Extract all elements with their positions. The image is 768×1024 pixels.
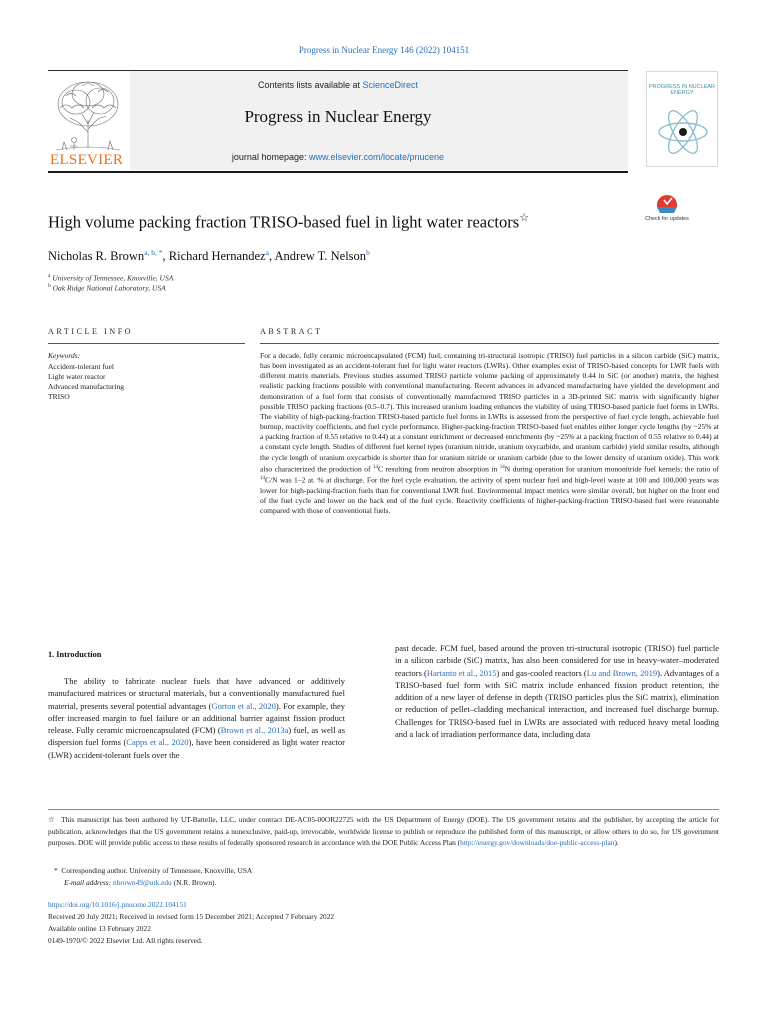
footnote-marker: * [54, 866, 58, 875]
abstract-text: For a decade, fully ceramic microencapsulated (FCM) fuel, containing tri-structural isotropic (TRISO) fuel particles in a silicon carbide (SiC) matrix, has been investigated as an accident-tolerant fuel for light water reactors (LWRs). Other examples exist of TRISO-based concepts for LWR fuels with different matrix materials. Previous studies assumed TRISO particle volume packing of approximately 0.44 in SiC (or another) matrix, the highest realistic packing fractions possible with conventional manufacturing. Recent advances in advanced manufacturing have yielded the development and demonstration of a fuel form that consists of conventionally manufactured TRISO particles in a 3D-printed SiC matrix with significantly higher possible TRISO packing fractions (0.5–0.7). This increased uranium loading enhances the viability of using TRISO-based particle fuel forms in LWRs. The viability of high-packing-fraction TRISO-based particle fuel forms in LWRs is assessed from the perspective of fuel cycle length, achievable fuel burnup, reactivity coefficients, and fuel cycle performance. Higher-packing-fraction TRISO-based fuel enables either longer cycle lengths (by ~25% at a packing fraction of 0.55 relative to 0.44) at a constant enrichment or decreased enrichments (by ~25% at a packing fraction of 0.55 relative to 0.44) at a constant cycle length. Studies of different fuel kernel types (uranium nitride, uranium oxycarbide, and uranium carbide) yield similar results, although the cycle length of uranium oxycarbide is shorter than for uranium nitride or uranium carbide (due to the lower density of uranium oxide). This work also characterized the production of [260, 351, 719, 474]
affil-text: University of Tennessee, Knoxville, USA [52, 273, 174, 283]
author-list: Nicholas R. Brown$^{a, b, *}$, Richard Hernandez$^a$, Andrew T. Nelson$^b$ [48, 248, 370, 264]
doe-access-plan-link[interactable]: http://energy.gov/downloads/doe-public-access-plan [460, 838, 615, 848]
funding-footnote [48, 814, 719, 849]
author-affil-marker[interactable]: a [265, 248, 269, 257]
affil-text: Oak Ridge National Laboratory, USA [52, 283, 166, 293]
section-heading-introduction: 1. Introduction [48, 650, 102, 659]
citation-link[interactable]: Lu and Brown, 2019 [586, 667, 658, 678]
email-link[interactable]: nbrown49@utk.edu [113, 878, 172, 887]
check-for-updates-icon[interactable] [645, 193, 689, 229]
cover-title: PROGRESS IN NUCLEAR ENERGY [648, 84, 715, 96]
footnote-text: ). [614, 838, 619, 848]
journal-homepage-link[interactable]: www.elsevier.com/locate/pnucene [308, 152, 445, 162]
journal-cover-thumbnail[interactable] [646, 71, 718, 167]
isotope-mass: 14 [260, 476, 265, 482]
citation-link[interactable]: Gorton et al., 2020 [211, 700, 276, 711]
email-label: E-mail address: [64, 878, 112, 887]
isotope-mass: 14 [499, 464, 505, 470]
title-footnote-marker[interactable]: ☆ [519, 212, 530, 224]
affil-marker: a [48, 273, 51, 279]
abstract-rule [260, 343, 719, 344]
intro-column-left [48, 675, 345, 761]
affil-marker: b [48, 283, 51, 289]
body-text: ) fuel, as well as dispersion fuel forms ( [48, 725, 346, 748]
body-text: ). Advantages of a TRISO-based fuel form with SiC matrix include enhanced fission product retention, the addition of a new layer of defense in depth (TRISO particles plus the SiC matrix), elimination or reduction of pellet–cladding mechanical interaction, and increased fuel discharge burnup. Challenges for TRISO-based fuel in LWRs are associated with reduced heavy metal loading and a lack of irradiation performance data, including data [395, 667, 720, 740]
affiliation-b [48, 283, 166, 293]
email-name: (N.R. Brown). [173, 878, 217, 887]
contents-line [48, 80, 628, 90]
footnote-text: This manuscript has been authored by UT-Battelle, LLC, under contract DE-AC05-00OR22725 with the US Department of Energy (DOE). The US government retains and the publisher, by accepting the article for publication, acknowledges that the US government retains a nonexclusive, paid-up, irrevocable, worldwide license to publish or reproduce the published form of this manuscript, or allow others to do so, for US government purposes. DOE will provide public access to these results of federally sponsored research in accordance with the DOE Public Access Plan ( [48, 815, 719, 848]
keyword-item: Light water reactor [48, 372, 106, 381]
abstract-text: C/N was 1–2 at. % at discharge. For the fuel cycle evaluation, the activity of spent nuclear fuel and high-level waste at 100 and 100,000 years was lower for high-packing-fraction fuels than for conventional LWR fuel. Environmental impact metrics were similar overall, but higher on the front end of the fuel cycle and lower on the back end of the fuel cycle. Reactivity coefficients of higher-packing-fraction TRISO-based fuel were reasonable compared with those of conventional fuels. [260, 475, 719, 516]
author-affil-marker[interactable]: a, b, * [144, 248, 163, 257]
author-name[interactable]: Andrew T. Nelson [274, 249, 367, 264]
abstract-body [260, 351, 719, 517]
body-text: ), have been considered as light water reactor (LWR) accident-tolerant fuels over the [48, 737, 345, 760]
keywords-list [48, 362, 124, 402]
atom-icon [647, 72, 719, 168]
elsevier-wordmark[interactable]: ELSEVIER [50, 152, 124, 168]
homepage-prefix: journal homepage: [231, 152, 309, 162]
received-history: Received 20 July 2021; Received in revised form 15 December 2021; Accepted 7 February 2022 [48, 912, 335, 921]
footnote-marker: ☆ [48, 815, 56, 824]
keyword-item: Accident-tolerant fuel [48, 362, 115, 371]
body-text: past decade. FCM fuel, based around the proven tri-structural isotropic (TRISO) fuel particle in a silicon carbide (SiC) matrix, has also been considered for use in heavy-water–moderated reactors ( [395, 643, 719, 678]
intro-column-right [395, 642, 719, 740]
citation-link[interactable]: Hartanto et al., 2015 [426, 667, 497, 678]
keyword-item: TRISO [48, 392, 70, 401]
available-online: Available online 13 February 2022 [48, 924, 151, 933]
isotope-mass: 14 [372, 464, 378, 470]
citation-link[interactable]: Capps et al., 2020 [126, 737, 189, 748]
abstract-heading: ABSTRACT [260, 327, 323, 336]
article-info-heading: ARTICLE INFO [48, 327, 134, 336]
author-name[interactable]: Nicholas R. Brown [48, 249, 145, 264]
keyword-item: Advanced manufacturing [48, 382, 125, 391]
author-affil-marker[interactable]: b [366, 248, 370, 257]
doi-link[interactable]: https://doi.org/10.1016/j.pnucene.2022.104151 [48, 900, 187, 909]
article-info-rule [48, 343, 245, 344]
email-note [64, 878, 216, 887]
journal-citation-header[interactable]: Progress in Nuclear Energy 146 (2022) 104151 [298, 45, 470, 55]
journal-name[interactable]: Progress in Nuclear Energy [244, 107, 432, 126]
abstract-text: C resulting from neutron absorption in [377, 464, 500, 474]
footnote-rule [48, 809, 719, 810]
affiliation-a [48, 273, 173, 283]
article-title-text: High volume packing fraction TRISO-based fuel in light water reactors [48, 212, 520, 232]
author-name[interactable]: Richard Hernandez [168, 249, 266, 264]
sciencedirect-link[interactable]: ScienceDirect [362, 80, 419, 90]
body-text: ) and gas-cooled reactors ( [496, 667, 587, 678]
article-title [48, 211, 529, 233]
contents-prefix: Contents lists available at [257, 80, 363, 90]
footnote-text: Corresponding author. University of Tennessee, Knoxville, USA [61, 866, 253, 875]
body-text: The ability to fabricate nuclear fuels that have advanced or additively manufactured matrices or structural materials, but a conventionally manufactured fuel material, presents several potential advantages ( [48, 676, 345, 711]
body-text: ). For example, they offer increased margin to fuel failure or an additional barrier against fission product release. Fully ceramic microencapsulated (FCM) ( [48, 700, 345, 736]
abstract-text: N during operation for uranium mononitride fuel kernels; the ratio of [504, 464, 720, 474]
citation-link[interactable]: Brown et al., 2013a [220, 725, 289, 736]
journal-masthead [48, 70, 628, 173]
corresponding-author-note [54, 866, 252, 875]
crossmark-label: Check for updates [645, 216, 689, 222]
keywords-label: Keywords: [48, 351, 81, 360]
copyright-line: 0149-1970/© 2022 Elsevier Ltd. All rights reserved. [48, 936, 203, 945]
homepage-line [48, 152, 628, 162]
